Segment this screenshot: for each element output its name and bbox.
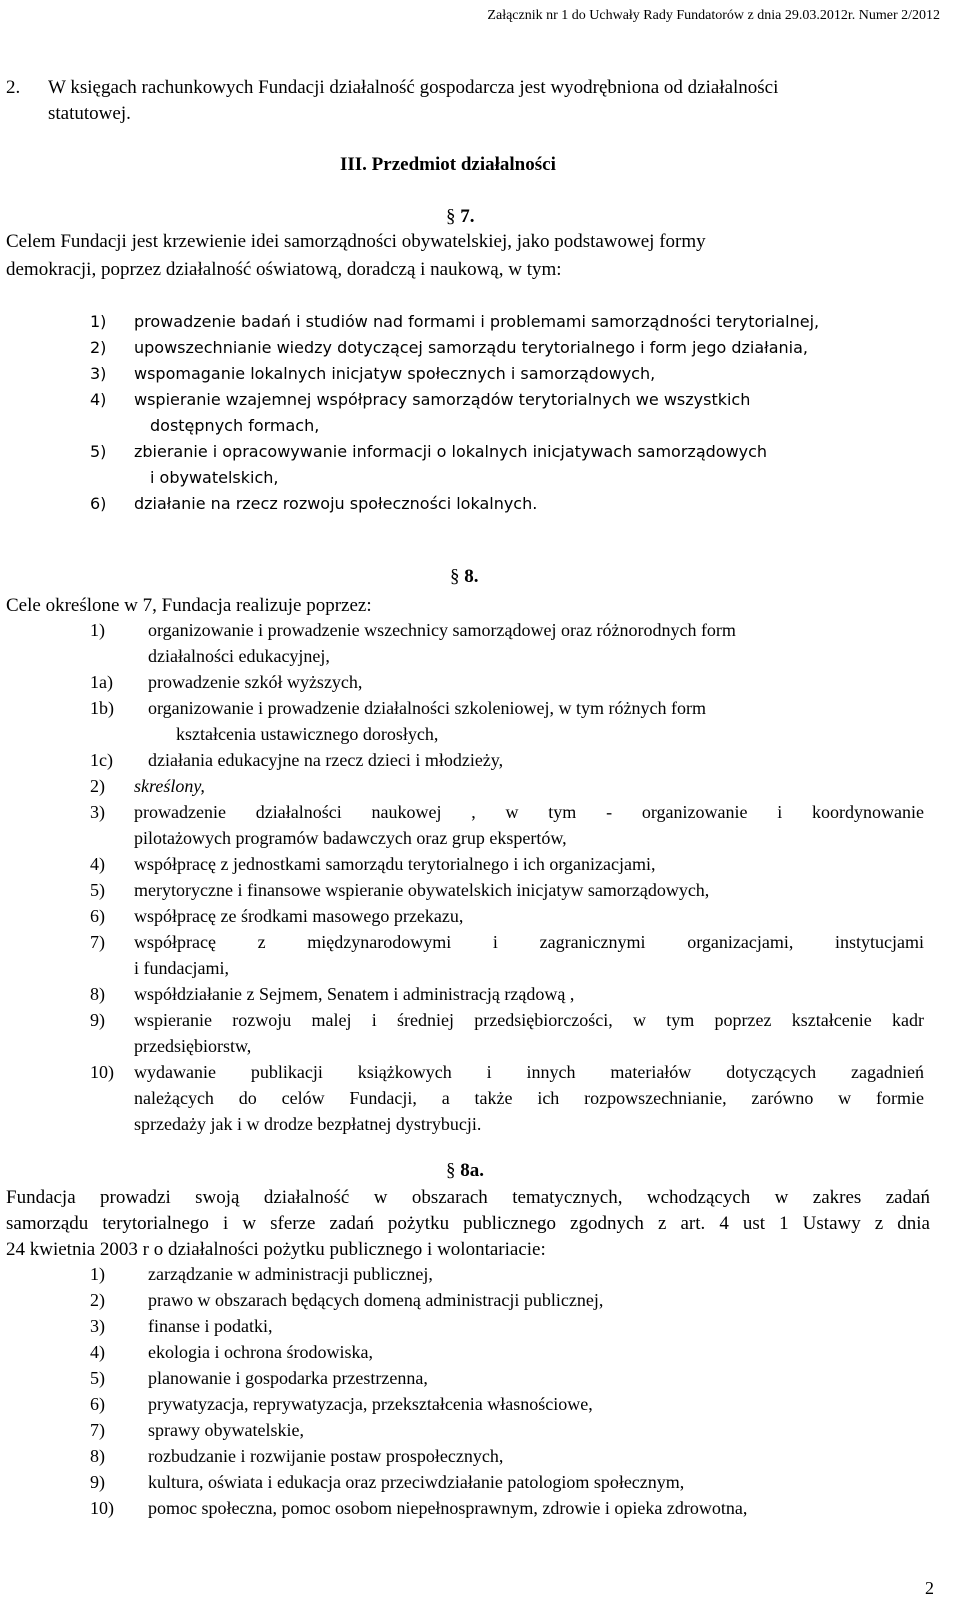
list-item-continuation: należących do celów Fundacji, a także ich rozpowszechnianie, zarówno w formie xyxy=(134,1088,924,1108)
list-item-number: 6) xyxy=(90,906,105,926)
list-item-continuation: przedsiębiorstw, xyxy=(134,1036,252,1056)
list-item: współpracę z międzynarodowymi i zagranicznymi organizacjami, instytucjami xyxy=(134,932,924,952)
list-item: współpracę z jednostkami samorządu terytorialnego i ich organizacjami, xyxy=(134,854,656,874)
list-item: prowadzenie działalności naukowej , w tym - organizowanie i koordynowanie xyxy=(134,802,924,822)
list-item-continuation: i obywatelskich, xyxy=(150,468,279,487)
list-item-number: 4) xyxy=(90,390,107,409)
para-2-line-1: W księgach rachunkowych Fundacji działalność gospodarcza jest wyodrębniona od działalności xyxy=(48,77,779,98)
list-item-number: 5) xyxy=(90,442,107,461)
list-item-continuation: i fundacjami, xyxy=(134,958,229,978)
list-item: rozbudzanie i rozwijanie postaw prospołecznych, xyxy=(148,1446,504,1466)
list-item: działania edukacyjne na rzecz dzieci i młodzieży, xyxy=(148,750,504,770)
list-item: kultura, oświata i edukacja oraz przeciwdziałanie patologiom społecznym, xyxy=(148,1472,685,1492)
list-item: sprawy obywatelskie, xyxy=(148,1420,304,1440)
list-item-number: 7) xyxy=(90,932,105,952)
section-heading: III. Przedmiot działalności xyxy=(340,154,556,175)
list-item: organizowanie i prowadzenie wszechnicy samorządowej oraz różnorodnych form xyxy=(148,620,736,640)
list-item: wspieranie wzajemnej współpracy samorządów terytorialnych we wszystkich xyxy=(134,390,751,409)
list-item-number: 2) xyxy=(90,338,107,357)
page-header: Załącznik nr 1 do Uchwały Rady Fundatorów z dnia 29.03.2012r. Numer 2/2012 xyxy=(487,8,940,23)
list-item: ekologia i ochrona środowiska, xyxy=(148,1342,373,1362)
list-item-number: 8) xyxy=(90,1446,105,1466)
list-item-number: 1) xyxy=(90,1264,105,1284)
list-item-number: 1c) xyxy=(90,750,113,770)
list-item-number: 6) xyxy=(90,494,107,513)
list-item: wydawanie publikacji książkowych i innych materiałów dotyczących zagadnień xyxy=(134,1062,924,1082)
list-item-number: 2) xyxy=(90,1290,105,1310)
list-item: prawo w obszarach będących domeną administracji publicznej, xyxy=(148,1290,604,1310)
list-item: upowszechnianie wiedzy dotyczącej samorządu terytorialnego i form jego działania, xyxy=(134,338,809,357)
list-item-number: 5) xyxy=(90,880,105,900)
list-item: pomoc społeczna, pomoc osobom niepełnosprawnym, zdrowie i opieka zdrowotna, xyxy=(148,1498,748,1518)
list-item: współdziałanie z Sejmem, Senatem i administracją rządową , xyxy=(134,984,575,1004)
list-item-number: 6) xyxy=(90,1394,105,1414)
list-item-number: 1) xyxy=(90,620,105,640)
list-item-continuation: działalności edukacyjnej, xyxy=(148,646,330,666)
list-item-number: 1) xyxy=(90,312,107,331)
list-item: zarządzanie w administracji publicznej, xyxy=(148,1264,433,1284)
list-item-number: 1a) xyxy=(90,672,113,692)
list-item: wspomaganie lokalnych inicjatyw społecznych i samorządowych, xyxy=(134,364,656,383)
list-item: wspieranie rozwoju malej i średniej przedsiębiorczości, w tym poprzez kształcenie kadr xyxy=(134,1010,924,1030)
list-item-number: 10) xyxy=(90,1062,114,1082)
section-sign-icon: § xyxy=(446,1160,456,1181)
list-item-number: 4) xyxy=(90,854,105,874)
list-item: działanie na rzecz rozwoju społeczności lokalnych. xyxy=(134,494,538,513)
para-8a-line-2: samorządu terytorialnego i w sferze zadań pożytku publicznego zgodnych z art. 4 ust 1 Ustawy z dnia xyxy=(6,1213,930,1234)
list-item-continuation: dostępnych formach, xyxy=(150,416,320,435)
para-2-line-2: statutowej. xyxy=(48,103,131,124)
list-item-continuation: pilotażowych programów badawczych oraz grup ekspertów, xyxy=(134,828,567,848)
list-item-number: 1b) xyxy=(90,698,114,718)
paragraph-8a-title: § 8a. xyxy=(446,1160,484,1181)
list-item: planowanie i gospodarka przestrzenna, xyxy=(148,1368,428,1388)
list-item-number: 3) xyxy=(90,364,107,383)
list-item: finanse i podatki, xyxy=(148,1316,273,1336)
paragraph-7-title: § 7. xyxy=(446,206,475,227)
section-sign-icon: § xyxy=(446,206,456,227)
list-item-number: 9) xyxy=(90,1010,105,1030)
list-item: prowadzenie badań i studiów nad formami i problemami samorządności terytorialnej, xyxy=(134,312,820,331)
para-8a-line-3: 24 kwietnia 2003 r o działalności pożytku publicznego i wolontariacie: xyxy=(6,1239,546,1260)
list-item-number: 7) xyxy=(90,1420,105,1440)
list-item-number: 10) xyxy=(90,1498,114,1518)
list-item-number: 2) xyxy=(90,776,105,796)
list-item-continuation: kształcenia ustawicznego dorosłych, xyxy=(176,724,439,744)
list-item-number: 9) xyxy=(90,1472,105,1492)
list-item: skreślony, xyxy=(134,776,205,796)
para-8a-line-1: Fundacja prowadzi swoją działalność w obszarach tematycznych, wchodzących w zakres zadań xyxy=(6,1187,930,1208)
list-item: prywatyzacja, reprywatyzacja, przekształcenia własnościowe, xyxy=(148,1394,593,1414)
paragraph-8-title: § 8. xyxy=(450,566,479,587)
page-number: 2 xyxy=(925,1578,934,1598)
list-item-number: 3) xyxy=(90,802,105,822)
list-item-number: 5) xyxy=(90,1368,105,1388)
list-item: zbieranie i opracowywanie informacji o lokalnych inicjatywach samorządowych xyxy=(134,442,768,461)
para-7-intro-line-1: Celem Fundacji jest krzewienie idei samorządności obywatelskiej, jako podstawowej formy xyxy=(6,231,706,252)
para-8-intro: Cele określone w 7, Fundacja realizuje poprzez: xyxy=(6,595,372,616)
list-item: merytoryczne i finansowe wspieranie obywatelskich inicjatyw samorządowych, xyxy=(134,880,710,900)
list-item: organizowanie i prowadzenie działalności szkoleniowej, w tym różnych form xyxy=(148,698,706,718)
para-2-number: 2. xyxy=(6,77,21,98)
list-item-number: 3) xyxy=(90,1316,105,1336)
list-item-number: 4) xyxy=(90,1342,105,1362)
list-item-number: 8) xyxy=(90,984,105,1004)
list-item: prowadzenie szkół wyższych, xyxy=(148,672,363,692)
list-item: współpracę ze środkami masowego przekazu, xyxy=(134,906,464,926)
para-7-intro-line-2: demokracji, poprzez działalność oświatową, doradczą i naukową, w tym: xyxy=(6,259,562,280)
section-sign-icon: § xyxy=(450,566,460,587)
list-item-continuation: sprzedaży jak i w drodze bezpłatnej dystrybucji. xyxy=(134,1114,482,1134)
